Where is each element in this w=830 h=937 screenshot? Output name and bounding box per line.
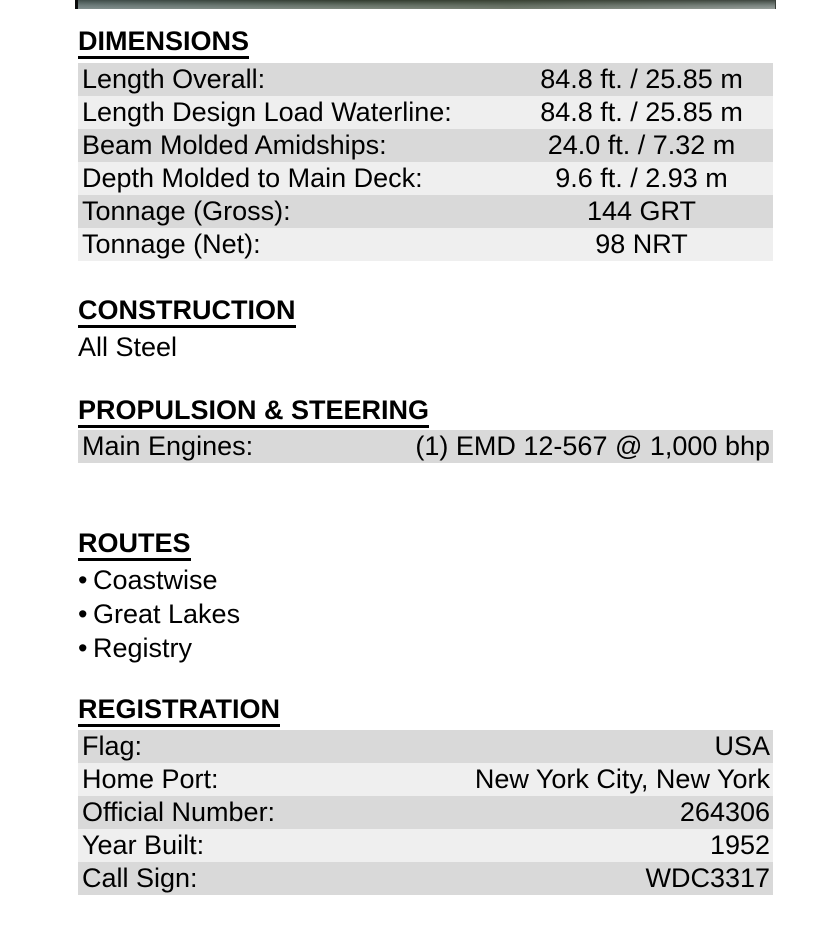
table-row [78, 730, 773, 763]
route-label: Coastwise [93, 564, 218, 595]
dimension-label: Beam Molded Amidships: [82, 130, 387, 160]
table-row [78, 763, 773, 796]
route-label: Great Lakes [93, 598, 241, 629]
registration-value: USA [714, 731, 770, 761]
dimension-label: Tonnage (Net): [82, 229, 261, 259]
table-row [78, 228, 773, 261]
list-item [78, 597, 773, 631]
bullet-icon: • [78, 598, 88, 629]
engine-label: Main Engines: [82, 431, 254, 461]
dimension-label: Length Design Load Waterline: [82, 97, 452, 127]
dimension-value: 84.8 ft. / 25.85 m [540, 97, 743, 127]
table-row [78, 862, 773, 895]
table-row [78, 162, 773, 195]
registration-value: 264306 [679, 797, 771, 827]
construction-text: All Steel [78, 332, 178, 362]
dimension-value: 98 NRT [595, 229, 688, 259]
routes-heading: ROUTES [78, 530, 191, 561]
registration-heading: REGISTRATION [78, 696, 280, 727]
list-item [78, 631, 773, 665]
dimension-label: Length Overall: [82, 64, 266, 94]
dimension-value: 24.0 ft. / 7.32 m [547, 130, 736, 160]
section-construction [78, 297, 773, 328]
construction-heading: CONSTRUCTION [78, 297, 296, 328]
registration-label: Official Number: [82, 797, 276, 827]
dimension-label: Tonnage (Gross): [82, 196, 291, 226]
table-row [78, 63, 773, 96]
dimensions-heading: DIMENSIONS [78, 28, 249, 59]
registration-table [78, 730, 773, 895]
registration-label: Year Built: [82, 830, 205, 860]
routes-list [78, 563, 773, 665]
registration-label: Flag: [82, 731, 143, 761]
section-propulsion [78, 397, 773, 428]
registration-label: Home Port: [82, 764, 219, 794]
engine-value: (1) EMD 12-567 @ 1,000 bhp [415, 431, 770, 461]
section-registration [78, 696, 773, 727]
table-row [78, 430, 773, 463]
bullet-icon: • [78, 564, 88, 595]
propulsion-table [78, 430, 773, 463]
dimension-value: 84.8 ft. / 25.85 m [540, 64, 743, 94]
table-row [78, 129, 773, 162]
registration-value: 1952 [709, 830, 771, 860]
table-row [78, 96, 773, 129]
table-row [78, 829, 773, 862]
section-dimensions [78, 28, 773, 59]
registration-value: WDC3317 [645, 863, 771, 893]
dimension-value: 9.6 ft. / 2.93 m [555, 163, 728, 193]
vessel-photo-bottom-edge [75, 0, 776, 9]
propulsion-heading: PROPULSION & STEERING [78, 397, 429, 428]
registration-label: Call Sign: [82, 863, 198, 893]
dimension-label: Depth Molded to Main Deck: [82, 163, 423, 193]
registration-value: New York City, New York [474, 764, 770, 794]
route-label: Registry [93, 632, 193, 663]
table-row [78, 195, 773, 228]
section-routes [78, 530, 773, 561]
dimension-value: 144 GRT [586, 196, 697, 226]
bullet-icon: • [78, 632, 88, 663]
table-row [78, 796, 773, 829]
list-item [78, 563, 773, 597]
dimensions-table [78, 63, 773, 261]
